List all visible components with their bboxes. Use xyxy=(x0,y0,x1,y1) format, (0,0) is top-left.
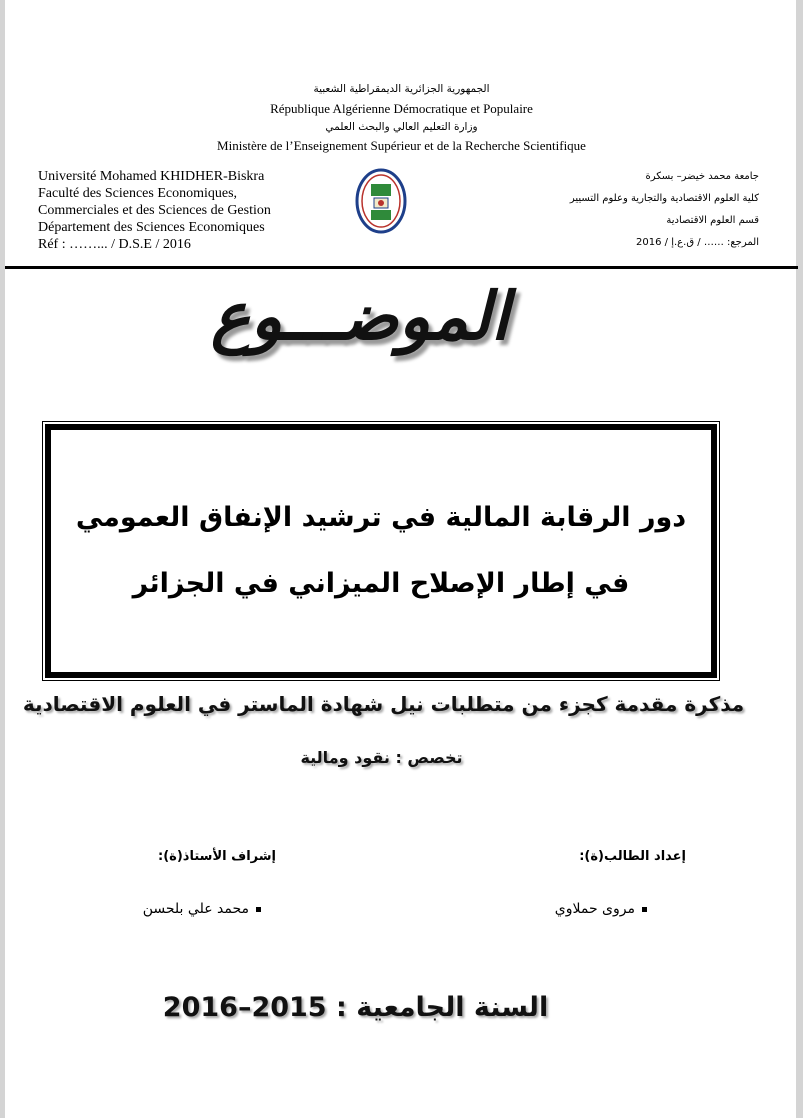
ministry-fr: Ministère de l’Enseignement Supérieur et de la Recherche Scientifique xyxy=(217,138,586,153)
page-edge-right xyxy=(796,0,803,1118)
header-divider xyxy=(5,266,798,269)
bullet-icon xyxy=(642,907,647,912)
faculty-name-fr-cont: Commerciales et des Sciences de Gestion xyxy=(38,203,271,218)
university-info-ar xyxy=(570,166,759,254)
supervisor-label: إشراف الأستاذ(ة): xyxy=(158,849,276,864)
university-logo xyxy=(354,168,408,234)
thesis-title-box xyxy=(45,424,717,678)
thesis-title-line-2: في إطار الإصلاح الميزاني في الجزائر xyxy=(132,568,630,599)
student-label: إعداد الطالب(ة): xyxy=(579,849,686,864)
bullet-icon xyxy=(256,907,261,912)
reference-ar: المرجع: …… / ق.ع.إ / 2016 xyxy=(636,237,759,248)
university-name-ar: جامعة محمد خيضر– بسكرة xyxy=(645,171,759,182)
reference-fr: Réf : ……... / D.S.E / 2016 xyxy=(38,237,191,252)
department-name-fr: Département des Sciences Economiques xyxy=(38,220,265,235)
student-entry xyxy=(555,901,647,917)
republic-ar: الجمهورية الجزائرية الديمقراطية الشعبية xyxy=(313,83,490,95)
page-edge-left xyxy=(0,0,5,1118)
faculty-name-ar: كلية العلوم الاقتصادية والتجارية وعلوم التسيير xyxy=(569,193,759,204)
university-name-fr: Université Mohamed KHIDHER-Biskra xyxy=(38,169,265,184)
ministry-ar: وزارة التعليم العالي والبحث العلمي xyxy=(325,121,478,133)
specialty: تخصص : نقود ومالية xyxy=(300,748,463,767)
degree-statement: مذكرة مقدمة كجزء من متطلبات نيل شهادة الماستر في العلوم الاقتصادية xyxy=(22,692,745,716)
student-name: مروى حملاوي xyxy=(554,901,635,917)
faculty-name-fr: Faculté des Sciences Economiques, xyxy=(38,186,238,201)
university-info-fr xyxy=(38,168,271,253)
supervisor-entry xyxy=(143,901,261,917)
republic-fr: République Algérienne Démocratique et Populaire xyxy=(270,101,533,116)
thesis-title-line-1: دور الرقابة المالية في ترشيد الإنفاق العمومي xyxy=(75,502,687,533)
topic-heading: الموضـــوع xyxy=(210,278,510,355)
academic-year: السنة الجامعية : 2015–2016 xyxy=(162,992,549,1023)
department-name-ar: قسم العلوم الاقتصادية xyxy=(666,215,759,226)
supervisor-name: محمد علي بلحسن xyxy=(142,901,249,917)
